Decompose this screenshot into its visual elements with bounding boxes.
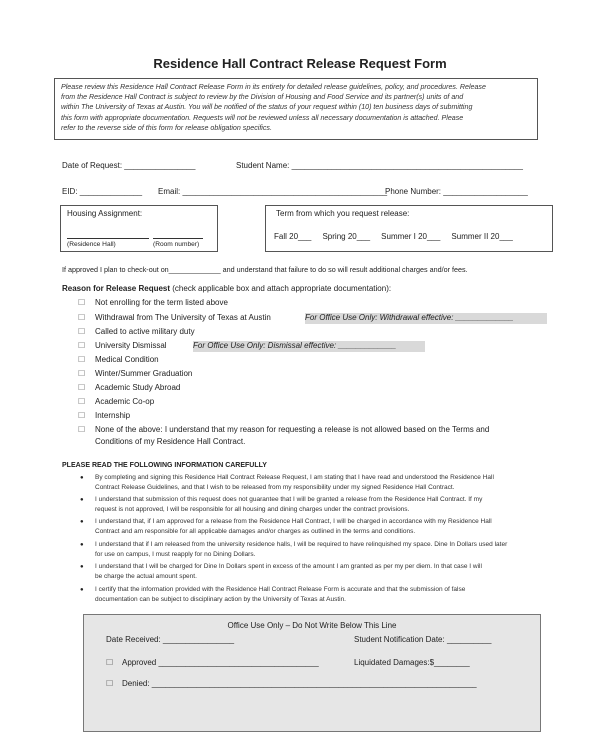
office-use-heading: Office Use Only – Do Not Write Below This Line (227, 621, 397, 630)
reason-dismissal: University Dismissal (95, 341, 167, 350)
liquidated-damages-field[interactable]: Liquidated Damages:$________ (354, 658, 470, 667)
checkbox-co-op[interactable]: ☐ (78, 397, 86, 406)
residence-hall-line[interactable] (67, 238, 149, 239)
checkbox-graduation[interactable]: ☐ (78, 369, 86, 378)
checkbox-none-of-above[interactable]: ☐ (78, 425, 86, 434)
term-label: Term from which you request release: (276, 209, 410, 218)
info-line: request is not approved, I will be responsible for all housing and dining charges under the contract provisions. (95, 506, 410, 513)
bullet-icon: ● (80, 497, 84, 503)
housing-assignment-label: Housing Assignment: (67, 209, 143, 218)
dismissal-effective-blank[interactable]: _____________ (338, 341, 397, 350)
dismissal-office-label: For Office Use Only: Dismissal effective: (193, 341, 339, 350)
denied-field[interactable]: Denied: _________________________________________________________________________ (122, 679, 477, 688)
bullet-icon: ● (80, 564, 84, 570)
reason-military: Called to active military duty (95, 327, 195, 336)
info-line: for use on campus, I must reapply for no Dining Dollars. (95, 551, 256, 558)
info-line: Contract and am responsible for all applicable damages and/or charges as outlined in the terms and conditions. (95, 528, 416, 535)
reason-heading (62, 284, 391, 293)
residence-hall-caption: (Residence Hall) (67, 241, 116, 248)
checkbox-not-enrolling[interactable]: ☐ (78, 298, 86, 307)
info-line: be charge the actual amount spent. (95, 573, 197, 580)
term-options[interactable]: Fall 20___ Spring 20___ Summer I 20___ Summer II 20___ (274, 232, 513, 241)
dismissal-office-use (193, 341, 425, 352)
date-of-request-field[interactable]: Date of Request: ________________ (62, 161, 196, 170)
bullet-icon: ● (80, 542, 84, 548)
student-name-field[interactable]: Student Name: ____________________________________________________ (236, 161, 523, 170)
reason-graduation: Winter/Summer Graduation (95, 369, 193, 378)
reason-heading-note: (check applicable box and attach appropriate documentation): (170, 284, 392, 293)
term-box (265, 205, 553, 252)
intro-line: from the Residence Hall Contract is subject to review by the Division of Housing and Food Service and its partner(s) units of and (61, 93, 464, 102)
info-line: I understand that I will be charged for Dine In Dollars spent in excess of the amount I am granted as per my per diem. In that case I will (95, 563, 482, 570)
reason-medical: Medical Condition (95, 355, 159, 364)
bullet-icon: ● (80, 519, 84, 525)
info-line: By completing and signing this Residence Hall Contract Release Request, I am stating that I have read and understood the Residence Hall (95, 474, 494, 481)
info-line: documentation can be subject to disciplinary action by the University of Texas at Austin. (95, 596, 346, 603)
office-use-box (83, 614, 541, 732)
checkout-statement: If approved I plan to check-out on_____________ and understand that failure to do so will result additional charges and/or fees. (62, 265, 468, 274)
checkbox-internship[interactable]: ☐ (78, 411, 86, 420)
intro-line: this form with appropriate documentation. Requests will not be reviewed unless all necessary documentation is attached. Please (61, 113, 464, 122)
reason-study-abroad: Academic Study Abroad (95, 383, 181, 392)
info-line: Contract Release Guidelines, and that I wish to be released from my responsibility under my signed Residence Hall Contract. (95, 484, 455, 491)
withdrawal-office-label: For Office Use Only: Withdrawal effective: (305, 313, 456, 322)
date-received-field[interactable]: Date Received: ________________ (106, 635, 235, 644)
reason-none-of-above-cont: Conditions of my Residence Hall Contract. (95, 437, 246, 446)
checkbox-withdrawal[interactable]: ☐ (78, 313, 86, 322)
approved-field[interactable]: Approved ____________________________________ (122, 658, 319, 667)
info-line: I understand that if I am released from the university residence halls, I will be required to have relinquished my space. Dine In Dollars used later (95, 541, 508, 548)
intro-line: refer to the reverse side of this form for release obligation specifics. (61, 123, 272, 132)
info-line: I understand that submission of this request does not guarantee that I will be granted a release from the Residence Hall Contract. If my (95, 496, 483, 503)
student-notification-field[interactable]: Student Notification Date: __________ (354, 635, 492, 644)
reason-co-op: Academic Co-op (95, 397, 155, 406)
info-line: I understand that, if I am approved for a release from the Residence Hall Contract, I will be charged in accordance with my Residence Hall (95, 518, 492, 525)
reason-none-of-above: None of the above: I understand that my reason for requesting a release is not allowed based on the Terms and (95, 425, 490, 434)
checkbox-denied[interactable]: ☐ (106, 679, 114, 688)
room-number-caption: (Room number) (153, 241, 200, 248)
room-number-line[interactable] (153, 238, 203, 239)
please-read-heading: PLEASE READ THE FOLLOWING INFORMATION CAREFULLY (62, 462, 267, 469)
bullet-icon: ● (80, 475, 84, 481)
checkbox-approved[interactable]: ☐ (106, 658, 114, 667)
housing-assignment-box (60, 205, 218, 252)
reason-not-enrolling: Not enrolling for the term listed above (95, 298, 228, 307)
reason-internship: Internship (95, 411, 131, 420)
phone-number-field[interactable]: Phone Number: ___________________ (385, 187, 528, 196)
intro-line: within The University of Texas at Austin. You will be notified of the status of your request within (10) ten business days of submitting (61, 103, 473, 112)
checkbox-medical[interactable]: ☐ (78, 355, 86, 364)
intro-box (54, 78, 538, 140)
reason-heading-bold: Reason for Release Request (62, 284, 171, 293)
intro-line: Please review this Residence Hall Contract Release Form in its entirety for detailed release guidelines, policy, and procedures. Release (61, 83, 486, 91)
withdrawal-office-use (305, 313, 547, 324)
email-field[interactable]: Email: ______________________________________________ (158, 187, 388, 196)
checkbox-military[interactable]: ☐ (78, 327, 86, 336)
info-line: I certify that the information provided with the Residence Hall Contract Release Form is accurate and that the submission of false (95, 586, 466, 593)
reason-withdrawal: Withdrawal from The University of Texas at Austin (95, 313, 271, 322)
page-title: Residence Hall Contract Release Request Form (153, 56, 447, 71)
checkbox-study-abroad[interactable]: ☐ (78, 383, 86, 392)
checkbox-dismissal[interactable]: ☐ (78, 341, 86, 350)
bullet-icon: ● (80, 587, 84, 593)
eid-field[interactable]: EID: ______________ (62, 187, 143, 196)
withdrawal-effective-blank[interactable]: _____________ (455, 313, 514, 322)
